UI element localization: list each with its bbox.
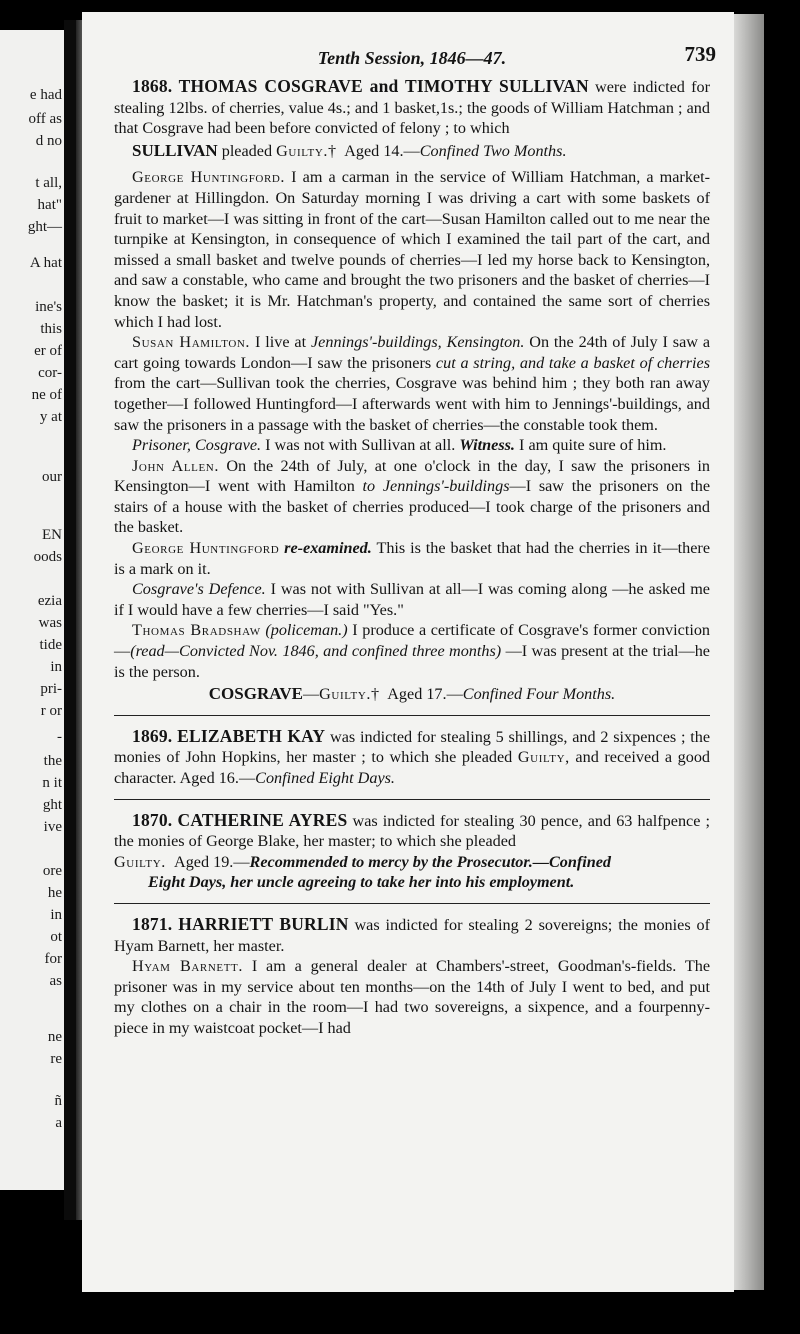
indictment-text: was indicted for stealing 2 sovereigns; the monies of Hyam Barnett, her master. [114, 915, 710, 955]
case-1868-plea [114, 141, 710, 162]
left-page-text-fragment: er of [34, 343, 62, 359]
left-page-text-fragment: this [40, 321, 62, 337]
left-page-text-fragment: ot [50, 929, 62, 945]
left-page-fragment [0, 30, 66, 1190]
plea-defendant: SULLIVAN [132, 140, 218, 160]
left-page-text-fragment: tide [39, 637, 62, 653]
plea-word: Guilty. [114, 852, 166, 871]
left-page-text-fragment: he [47, 885, 62, 901]
left-page-text-fragment: the [43, 753, 62, 769]
reexam-label: re-examined. [284, 539, 372, 558]
testimony-bradshaw [114, 620, 710, 682]
left-page-text-fragment: e had [29, 87, 62, 103]
page-number: 739 [684, 42, 716, 66]
page-edge [734, 14, 764, 1290]
testimony-text: I am a general dealer at Chambers'-street, Goodman's-fields. The prisoner was in my service about ten months—on the 14th of July I went to bed, and put my clothes on a chair in the room—I had two sovereigns, a sixpence, and a fourpenny-piece in my waistcoat pocket—I had [114, 957, 711, 1037]
testimony-text: —I saw the prisoners on the stairs of a house with the basket of cherries produced—I took charge of the prisoners and the basket. [114, 477, 710, 537]
prisoner-text: I was not with Sullivan at all. [265, 436, 456, 455]
testimony-text: I am a carman in the service of William Hatchman, a market-gardener at Hillingdon. On Saturday morning I was driving a cart with some baskets of fruit to market—I was sitting in front of the cart—Susan Hamilton called out to me near the turnpike at Kensington, in consequence of which I examined the tail part of the cart, and missed a small basket and twelve pounds of cherries—I led my horse back to Kensington, and saw a constable, who came and brought the two prisoners and the basket of cherries—I know the basket; it is Mr. Hatchman's property, and contained the same sort of cherries which I had lost. [114, 168, 710, 331]
left-page-text-fragment: off as [28, 111, 62, 127]
left-page-text-fragment: y at [39, 409, 62, 425]
left-page-text-fragment: r or [40, 703, 62, 719]
plea-sentence: Confined Eight Days. [255, 769, 395, 787]
left-page-text-fragment: - [57, 729, 62, 745]
left-page-text-fragment: our [42, 469, 62, 485]
left-page-text-fragment: was [38, 615, 62, 631]
left-page-text-fragment: ne [47, 1029, 62, 1045]
indictment-text: was indicted for stealing 5 shillings, and 2 sixpences ; the monies of John Hopkins, her master ; to which she pleaded [114, 727, 711, 767]
dagger-mark: † [371, 685, 380, 704]
left-page-text-fragment: for [44, 951, 62, 967]
defendant-names: CATHERINE AYRES [177, 809, 348, 830]
left-page-text-fragment: EN [42, 527, 62, 543]
defendant-names: THOMAS COSGRAVE and TIMOTHY SULLIVAN [178, 76, 589, 96]
speaker-name: John Allen. [132, 456, 219, 475]
left-page-text-fragment: in [50, 907, 62, 923]
testimony-italic: cut a string, and take a basket of cherries [435, 353, 711, 372]
left-page-text-fragment: ght— [27, 219, 62, 235]
witness-text: I am quite sure of him. [519, 436, 667, 455]
prisoner-statement [114, 435, 710, 456]
testimony-hamilton [114, 332, 710, 435]
testimony-text: This is the basket that had the cherries in it—there is a mark on it. [114, 539, 711, 578]
plea-sentence-continued: Eight Days, her uncle agreeing to take her into his employment. [148, 873, 575, 892]
left-page-text-fragment: d no [35, 133, 62, 149]
left-page-text-fragment: re [50, 1051, 62, 1067]
left-page-text-fragment: cor- [38, 365, 62, 381]
defendant-names: HARRIETT BURLIN [178, 913, 349, 934]
left-page-text-fragment: ezia [37, 593, 62, 609]
defence-text: I was not with Sullivan at all—I was coming along —he asked me if I would have a few cherries—I said "Yes." [114, 580, 710, 619]
speaker-role: (policeman.) [265, 621, 348, 640]
testimony-text: from the cart—Sullivan took the cherries, Cosgrave was behind him ; they both ran away together—I followed Huntingford—I afterwards went with him to Jennings'-buildings, and saw the prisoners in a passage with the basket of cherries—the constable took them. [114, 374, 710, 434]
testimony-barnett [114, 956, 710, 1038]
case-number: 1869. [132, 725, 173, 746]
speaker-name: Hyam Barnett. [132, 957, 243, 976]
left-page-text-fragment: ght [42, 797, 62, 813]
testimony-text: I produce a certificate of Cosgrave's former conviction— [114, 621, 711, 661]
testimony-allen [114, 456, 710, 538]
witness-label: Witness. [459, 436, 515, 455]
verdict-sentence: Confined Four Months. [462, 685, 616, 704]
section-divider [114, 715, 710, 716]
testimony-reexamined [114, 538, 710, 579]
left-page-text-fragment: A hat [29, 255, 62, 271]
plea-age: Aged 14.— [344, 141, 420, 160]
case-1870-sentence-continued [114, 872, 710, 893]
left-page-text-fragment: in [50, 659, 62, 675]
testimony-text: On the 24th of July I saw a cart going towards London—I saw the prisoners [114, 333, 711, 372]
left-page-text-fragment: ne of [31, 387, 62, 403]
case-number: 1871. [132, 913, 173, 934]
left-page-text-fragment: ine's [35, 299, 62, 315]
plea-word: Guilty. [276, 141, 329, 160]
left-page-text-fragment: pri- [40, 681, 62, 697]
left-page-text-fragment: ive [43, 819, 62, 835]
defence-statement [114, 579, 710, 620]
verdict-dash: — [302, 685, 320, 704]
case-1870-plea [114, 852, 710, 873]
verdict-defendant: COSGRAVE [208, 684, 303, 704]
case-number: 1870. [132, 809, 173, 830]
verdict-word: Guilty. [319, 685, 372, 704]
speaker-name: George Huntingford. [132, 168, 286, 187]
speaker-name: Thomas Bradshaw [132, 621, 261, 640]
left-page-text-fragment: t all, [35, 175, 62, 191]
speaker-name: Susan Hamilton. [132, 333, 251, 352]
page-content [114, 42, 716, 1039]
left-page-text-fragment: oods [33, 549, 62, 565]
left-page-text-fragment: ñ [54, 1093, 62, 1109]
case-1868-indictment [114, 76, 710, 139]
case-1871-indictment [114, 914, 710, 956]
running-title: Tenth Session, 1846—47. [317, 48, 507, 68]
speaker-name: George Huntingford [132, 539, 280, 558]
case-number: 1868. [132, 76, 173, 96]
defence-label: Cosgrave's Defence. [132, 580, 266, 599]
testimony-italic: Jennings'-buildings, Kensington. [310, 333, 525, 352]
testimony-text: —I was present at the trial—he is the person. [114, 642, 710, 681]
left-page-text-fragment: as [49, 973, 62, 989]
testimony-italic: (read—Convicted Nov. 1846, and confined three months) [130, 642, 502, 661]
left-page-text-fragment: n it [42, 775, 62, 791]
section-divider [114, 903, 710, 904]
left-page-text-fragment: ore [42, 863, 62, 879]
testimony-text: I live at [254, 333, 307, 352]
indictment-text: were indicted for stealing 12lbs. of cherries, value 4s.; and 1 basket,1s.; the goods of William Hatchman ; and that Cosgrave had been before convicted of felony ; to which [114, 78, 711, 138]
testimony-italic: to Jennings'-buildings [362, 477, 510, 496]
plea-text: and received a good character. Aged 16.— [114, 748, 711, 787]
testimony-huntingford [114, 167, 710, 332]
right-page [82, 12, 734, 1292]
dagger-mark: † [328, 141, 337, 160]
plea-word: Guilty, [517, 748, 570, 767]
verdict-age: Aged 17.— [387, 685, 463, 704]
testimony-text: On the 24th of July, at one o'clock in the day, I saw the prisoners in Kensington—I went with Hamilton [114, 456, 711, 496]
case-1869-indictment [114, 726, 710, 789]
plea-age: Aged 19.— [174, 852, 250, 871]
plea-sentence: Confined Two Months. [419, 141, 567, 160]
prisoner-label: Prisoner, Cosgrave. [132, 436, 262, 455]
running-header [114, 42, 716, 76]
indictment-text: was indicted for stealing 30 pence, and 63 halfpence ; the monies of George Blake, her master; to which she pleaded [114, 811, 711, 851]
section-divider [114, 799, 710, 800]
case-1870-indictment [114, 810, 710, 852]
defendant-names: ELIZABETH KAY [177, 725, 326, 746]
left-page-text-fragment: a [55, 1115, 62, 1131]
left-page-text-fragment: hat" [37, 197, 62, 213]
case-1868-verdict [114, 684, 710, 705]
plea-sentence: Recommended to mercy by the Prosecutor.—Confined [249, 852, 612, 871]
plea-text: pleaded [221, 141, 273, 160]
